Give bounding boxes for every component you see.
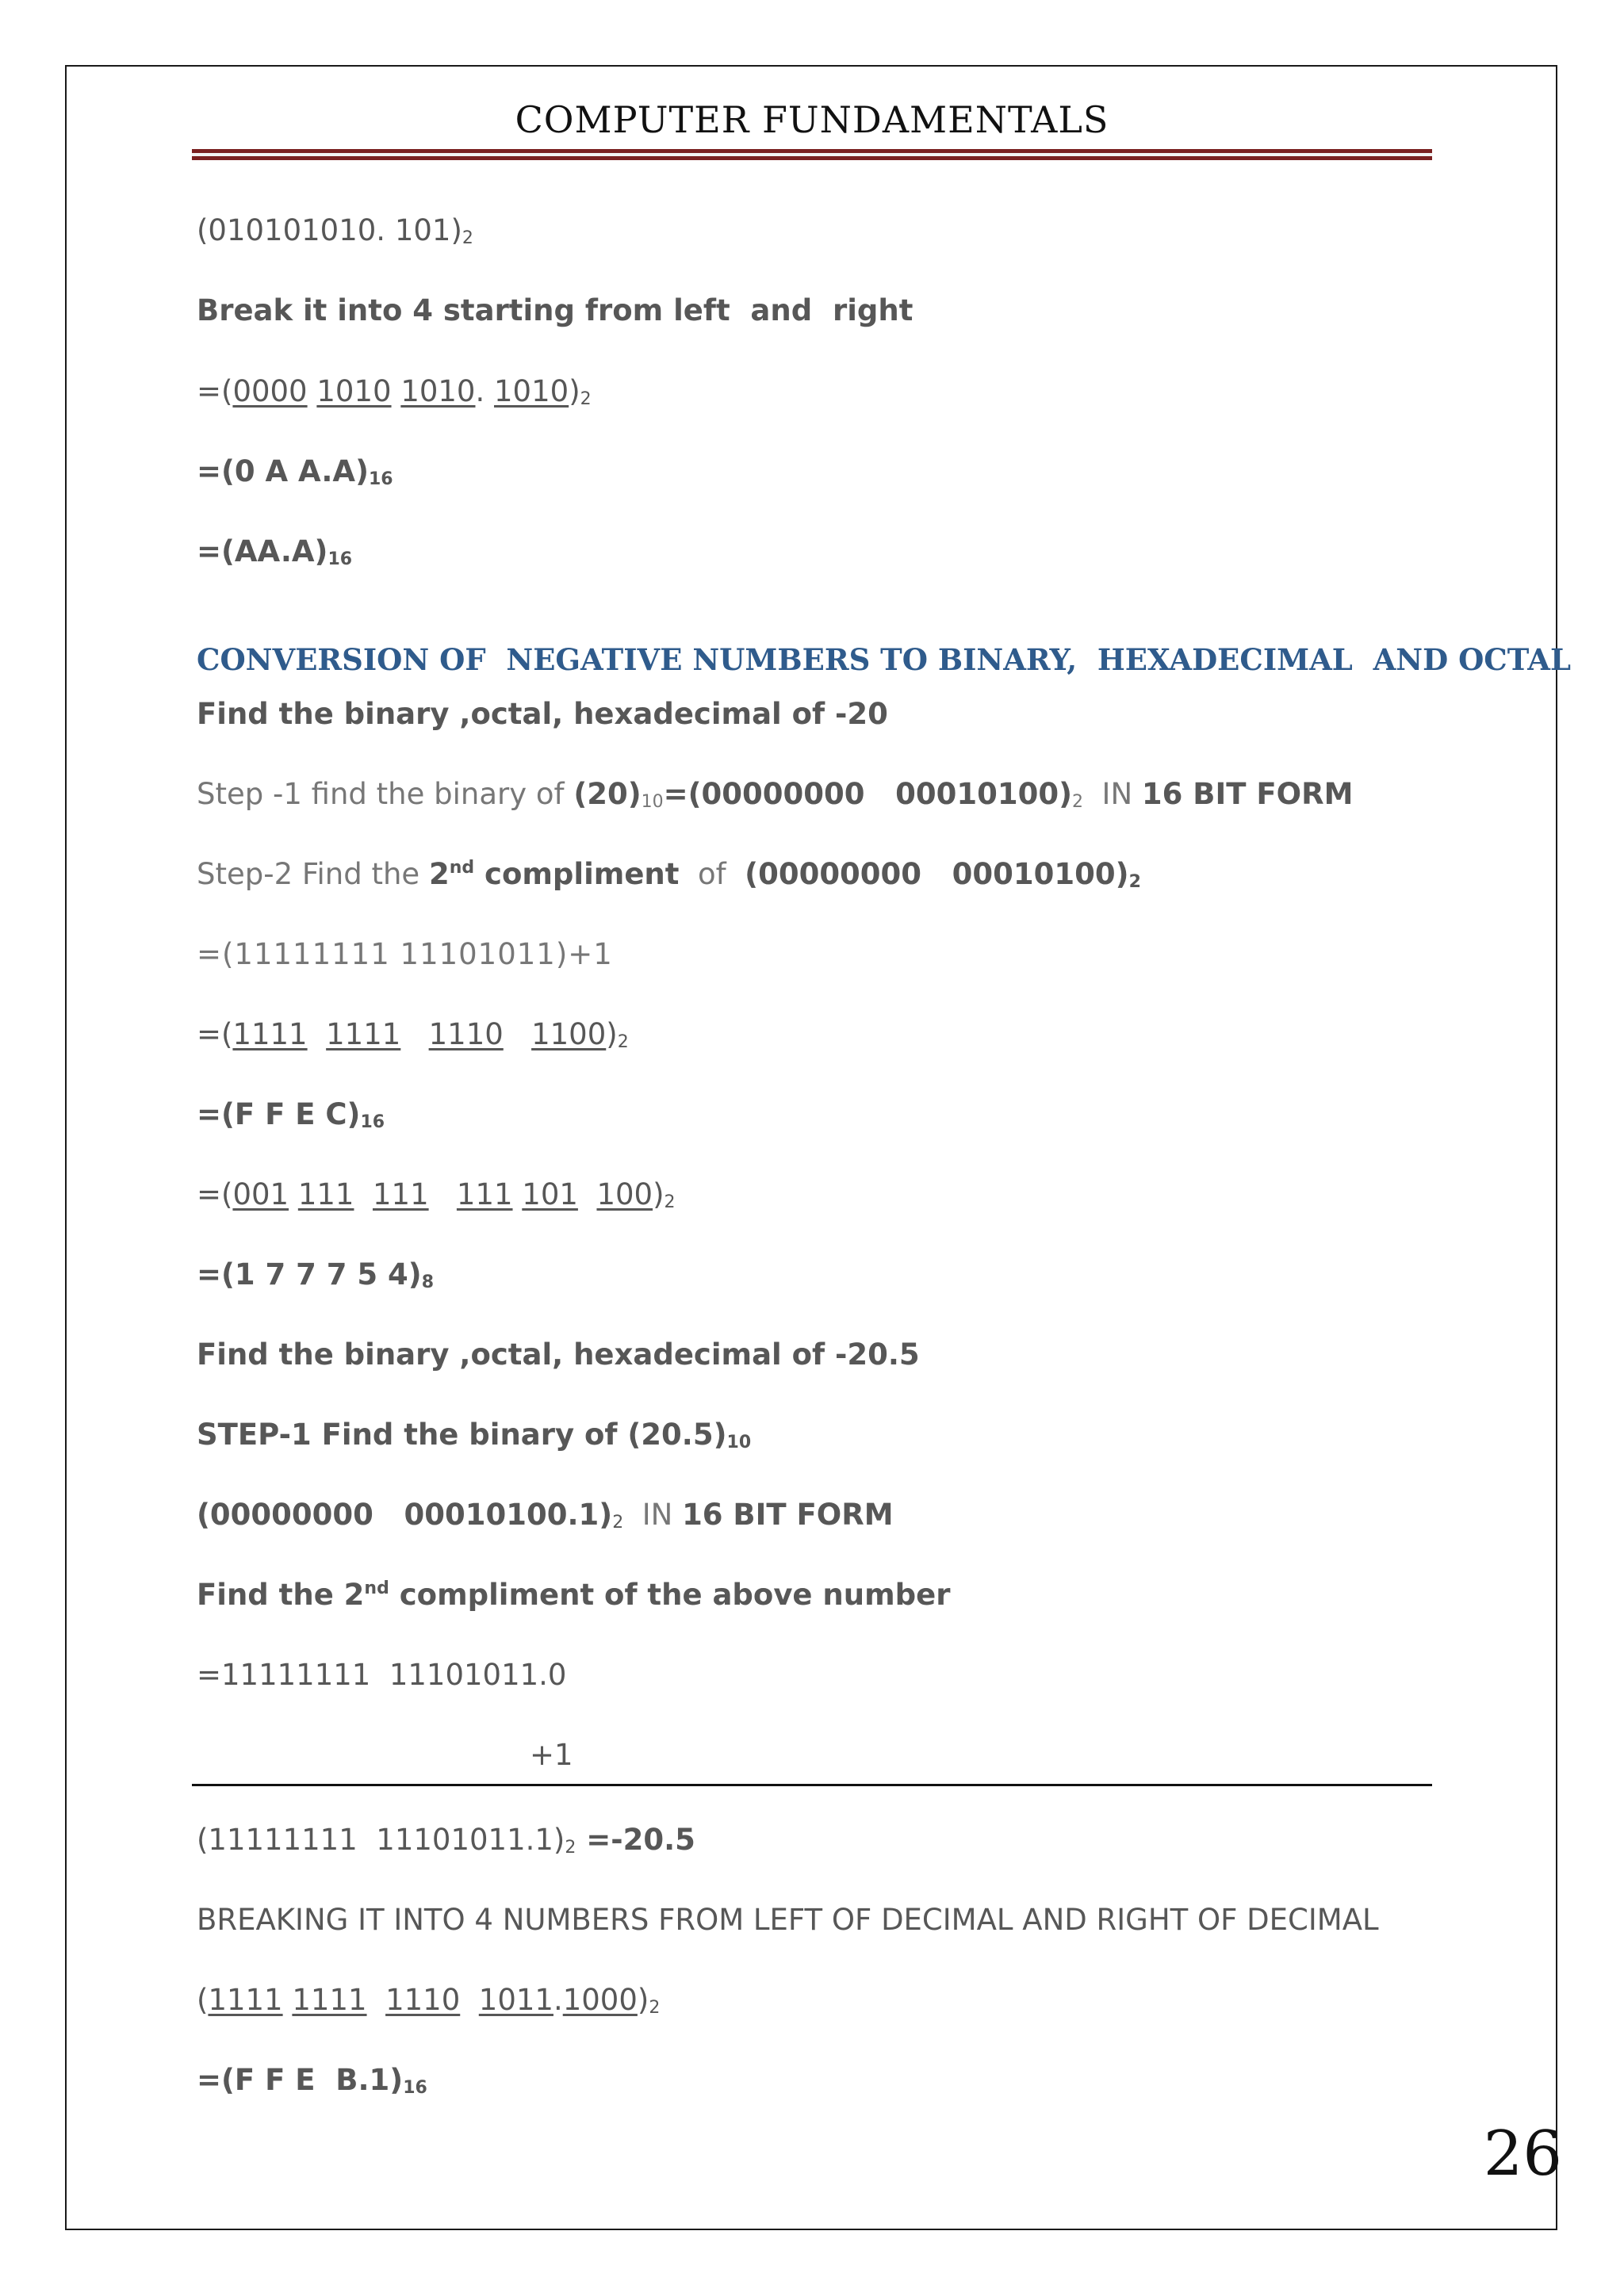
sixteen-bit-fraction: (00000000 $00010100.1)_2$ IN 16 BIT FORM: [197, 1498, 894, 1533]
break-instruction: Break it into 4 starting from left and right: [197, 293, 914, 327]
octal-result-line: =(1 7 7 7 5 $4)_8$: [197, 1257, 435, 1292]
grouped-octal-binary: =(001 111 111 111 101 $100)_2$: [197, 1177, 676, 1212]
grouped-binary-line: =(0000 1010 1010. $1010)_2$: [197, 374, 592, 409]
step-1-line: Step -1 find the binary of $(20)_{10}=(00000000$ $00010100)_2$ IN 16 BIT FORM: [197, 777, 1354, 812]
page-number: 26: [1483, 2118, 1562, 2190]
ones-complement-fraction: =11111111 11101011.0: [197, 1658, 567, 1692]
plus-one-addend: +1: [530, 1738, 573, 1772]
question-minus-20-5: Find the binary ,octal, hexadecimal of -20.5: [197, 1337, 920, 1372]
hex-fraction-result: =(F F E $B.1)_{16}$: [197, 2063, 427, 2098]
breaking-instruction: BREAKING IT INTO 4 NUMBERS FROM LEFT OF DECIMAL AND RIGHT OF DECIMAL: [197, 1903, 1379, 1937]
find-second-complement: Find the 2nd compliment of the above number: [197, 1578, 951, 1612]
hex-ffec-line: =(F F E $C)_{16}$: [197, 1097, 385, 1132]
question-minus-20: Find the binary ,octal, hexadecimal of -20: [197, 697, 888, 731]
addition-rule: [192, 1784, 1432, 1786]
ones-complement-plus-one: =(11111111 11101011)+1: [197, 937, 613, 971]
twos-complement-result: (11111111 $11101011.1)_2 =-20.5$: [197, 1823, 695, 1858]
binary-number-line: (010101010. $101)_2$: [197, 213, 473, 248]
step-2-line: Step-2 Find the 2nd compliment of (00000000 $00010100)_2$: [197, 857, 1141, 892]
grouped-twos-complement: =(1111 1111 1110 $1100)_2$: [197, 1017, 629, 1052]
section-heading: CONVERSION OF NEGATIVE NUMBERS TO BINARY, HEXADECIMAL AND OCTAL: [197, 642, 1571, 677]
hex-result-line: =(0 A $A.A)_{16}$: [197, 454, 393, 489]
header-double-rule: [192, 149, 1432, 160]
hex-final-line: $=(AA.A)_{16}$: [197, 534, 353, 569]
step-1-fraction: STEP-1 Find the binary of $(20.5)_{10}$: [197, 1418, 752, 1452]
grouped-fraction-binary: (1111 1111 1110 $1011.1000)_2$: [197, 1983, 661, 2018]
page-header-title: COMPUTER FUNDAMENTALS: [515, 98, 1109, 141]
